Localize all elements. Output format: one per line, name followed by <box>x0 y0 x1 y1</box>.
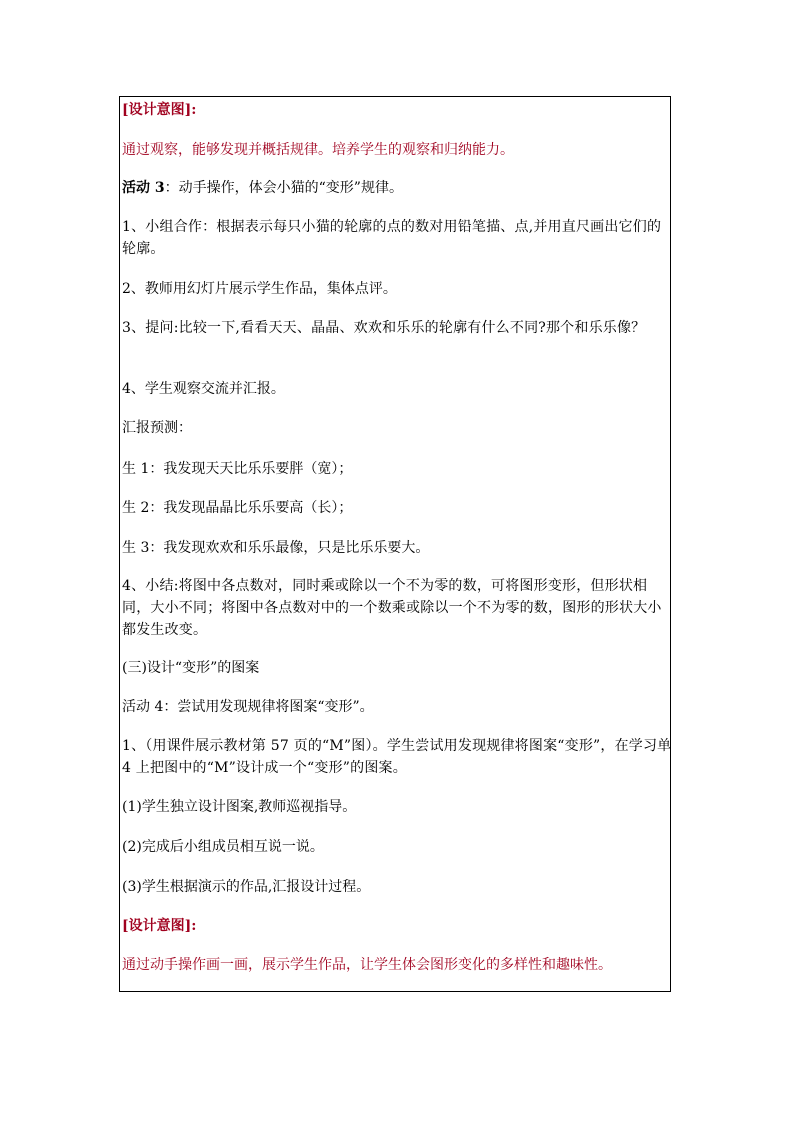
report-prediction-label: 汇报预测： <box>122 420 192 436</box>
design-intent-text: 通过观察，能够发现并概括规律。培养学生的观察和归纳能力。 <box>122 142 514 158</box>
step-3-question: 3、提问:比较一下,看看天天、晶晶、欢欢和乐乐的轮廓有什么不同?那个和乐乐像？ <box>122 320 646 336</box>
step-2-teacher-show: 2、教师用幻灯片展示学生作品，集体点评。 <box>122 281 397 297</box>
design-intent-heading-2: [设计意图]: <box>122 918 197 934</box>
sub-step-2: (2)完成后小组成员相互说一说。 <box>122 839 324 855</box>
step-1-group-work: 1、小组合作：根据表示每只小猫的轮廓的点的数对用铅笔描、点,并用直尺画出它们的轮廓。 <box>122 219 662 257</box>
design-intent-text-2: 通过动手操作画一画，展示学生作品，让学生体会图形变化的多样性和趣味性。 <box>122 957 612 973</box>
activity-3-title: ：动手操作，体会小猫的“变形”规律。 <box>164 180 403 196</box>
section-3-heading: (三)设计“变形”的图案 <box>122 660 260 676</box>
activity-4-heading: 活动 4：尝试用发现规律将图案“变形”。 <box>122 699 374 715</box>
content-table-cell <box>119 96 671 992</box>
student-3-answer: 生 3：我发现欢欢和乐乐最像，只是比乐乐要大。 <box>122 540 430 556</box>
student-1-answer: 生 1：我发现天天比乐乐要胖（宽）； <box>122 461 353 477</box>
activity-3-heading <box>120 177 672 199</box>
sub-step-1: (1)学生独立设计图案,教师巡视指导。 <box>122 799 357 815</box>
summary-paragraph: 4、小结:将图中各点数对，同时乘或除以一个不为零的数，可将图形变形，但形状相同，大小不同；将图中各点数对中的一个数乘或除以一个不为零的数，图形的形状大小都发生改变。 <box>122 578 662 638</box>
design-intent-heading: [设计意图]: <box>122 102 197 118</box>
activity-4-step-1: 1、（用课件展示教材第 57 页的“M”图）。学生尝试用发现规律将图案“变形”，在学习单 4 上把图中的“M”设计成一个“变形”的图案。 <box>122 738 672 776</box>
step-4-observe: 4、学生观察交流并汇报。 <box>122 381 285 397</box>
sub-step-3: (3)学生根据演示的作品,汇报设计过程。 <box>122 879 371 895</box>
activity-3-label: 活动 3 <box>122 180 165 196</box>
student-2-answer: 生 2：我发现晶晶比乐乐要高（长）； <box>122 500 353 516</box>
